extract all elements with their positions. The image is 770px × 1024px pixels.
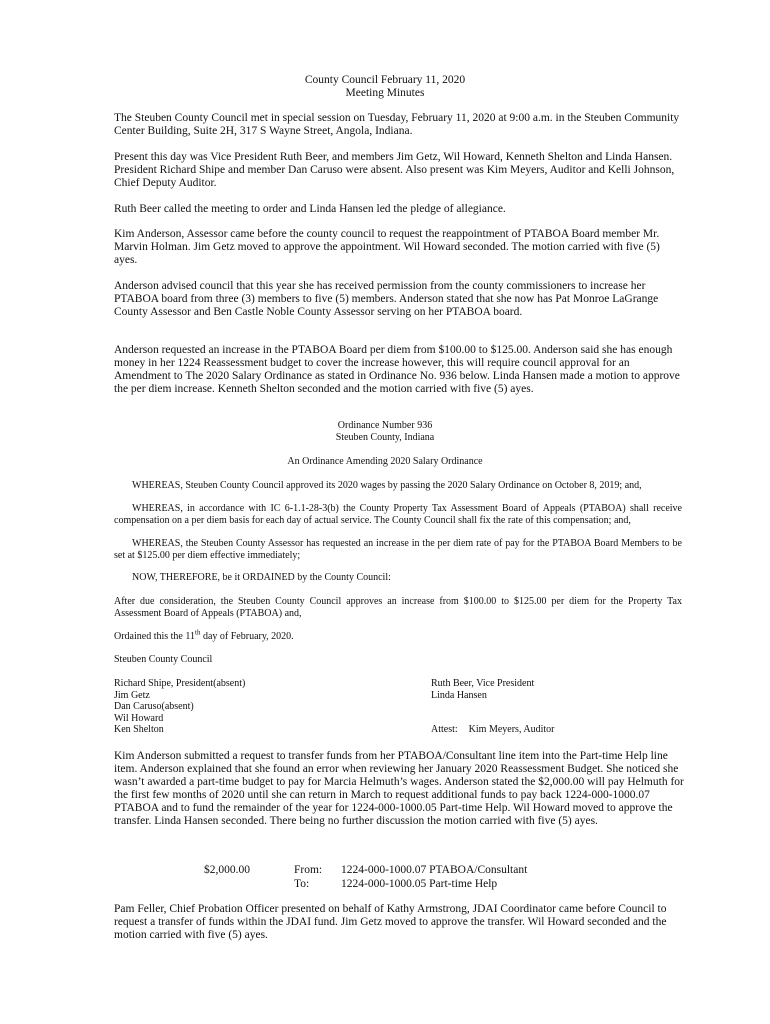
paragraph-session: The Steuben County Council met in special session on Tuesday, February 11, 2020 at 9:00 a.m. in the Steuben Community Center Building, Suite 2H, 317 S Wayne Street, Angola, Indiana. [114, 112, 680, 137]
paragraph-call-to-order: Ruth Beer called the meeting to order and Linda Hansen led the pledge of allegiance. [114, 203, 506, 215]
left-signers-list [114, 678, 245, 736]
paragraph-transfer-request: Kim Anderson submitted a request to transfer funds from her PTABOA/Consultant line item into the Part-time Help line item. Anderson explained that she found an error when reviewing her January 2020 Reassessment Budget. She noticed she wasn’t awarded a part-time budget to pay for Marcia Helmuth’s wages. Anderson stated the $2,000.00 will pay Helmuth for the first few months of 2020 until she can return in March to request additional funds to pay back 1224-000-1000.07 PTABOA and to fund the remainder of the year for 1224-000-1000.05 Part-time Help. Wil Howard moved to approve the transfer. Linda Hansen seconded. There being no further discussion the motion carried with five (5) ayes. [114, 750, 684, 827]
ordinance-council-name: Steuben County Council [114, 654, 213, 665]
transfer-from-account: 1224-000-1000.07 PTABOA/Consultant [341, 864, 528, 876]
paragraph-jdai-transfer: Pam Feller, Chief Probation Officer presented on behalf of Kathy Armstrong, JDAI Coordinator came before Council to request a transfer of funds within the JDAI fund. Jim Getz moved to approve the transfer. Wil Howard seconded and the motion carried with five (5) ayes. [114, 903, 667, 941]
ordinance-whereas-3: WHEREAS, the Steuben County Assessor has requested an increase in the per diem rate of pay for the PTABOA Board Members to be set at $125.00 per diem effective immediately; [114, 538, 682, 561]
paragraph-ptaboa-board-increase: Anderson advised council that this year she has received permission from the county commissioners to increase her PTABOA board from three (3) members to five (5) members. Anderson stated that she now has Pat Monroe LaGrange County Assessor and Ben Castle Noble County Assessor serving on her PTABOA board. [114, 280, 659, 318]
paragraph-ptaboa-reappointment: Kim Anderson, Assessor came before the county council to request the reappointment of PTABOA Board member Mr. Marvin Holman. Jim Getz moved to approve the appointment. Wil Howard seconded. The motion carried with five (5) ayes. [114, 228, 660, 266]
ordinance-heading: An Ordinance Amending 2020 Salary Ordinance [287, 456, 483, 467]
transfer-to-label: To: [294, 878, 310, 890]
ordinance-number: Ordinance Number 936 [337, 420, 433, 431]
ordinance-now-therefore: NOW, THEREFORE, be it ORDAINED by the County Council: [132, 572, 391, 583]
ordinance-location: Steuben County, Indiana [335, 432, 435, 443]
ordinance-approval: After due consideration, the Steuben County Council approves an increase from $100.00 to $125.00 per diem for the Property Tax Assessment Board of Appeals (PTABOA) and, [114, 596, 682, 619]
ordinance-whereas-1: WHEREAS, Steuben County Council approved its 2020 wages by passing the 2020 Salary Ordinance on October 8, 2019; and, [132, 480, 642, 491]
ordinance-ordained-date: Ordained this the 11th day of February, 2020. [114, 628, 294, 642]
signer: Linda Hansen [431, 689, 487, 701]
document-subtitle: Meeting Minutes [345, 87, 425, 99]
signer: Ruth Beer, Vice President [431, 678, 535, 689]
signer: Dan Caruso(absent) [114, 701, 194, 712]
transfer-amount: $2,000.00 [204, 864, 250, 876]
attest-line [431, 724, 555, 736]
signer: Ken Shelton [114, 724, 164, 735]
right-signers-list [431, 678, 534, 701]
paragraph-attendance: Present this day was Vice President Ruth Beer, and members Jim Getz, Wil Howard, Kenneth Shelton and Linda Hansen. President Richard Shipe and member Dan Caruso were absent. Also present was Kim Meyers, Auditor and Kelli Johnson, Chief Deputy Auditor. [114, 151, 675, 189]
signer: Jim Getz [114, 689, 150, 701]
transfer-from-label: From: [294, 864, 323, 876]
ordinance-whereas-2: WHEREAS, in accordance with IC 6-1.1-28-3(b) the County Property Tax Assessment Board of Appeals (PTABOA) shall receive compensation on a per diem basis for each day of actual service. The County Council shall fix the rate of this compensation; and, [114, 503, 682, 526]
transfer-to-account: 1224-000-1000.05 Part-time Help [341, 878, 498, 890]
signer: Wil Howard [114, 712, 164, 724]
attest-label: Attest: [431, 724, 458, 735]
paragraph-per-diem-request: Anderson requested an increase in the PTABOA Board per diem from $100.00 to $125.00. Anderson said she has enough money in her 1224 Reassessment budget to cover the increase however, this will require council approval for an Amendment to The 2020 Salary Ordinance as stated in Ordinance No. 936 below. Linda Hansen made a motion to approve the per diem increase. Kenneth Shelton seconded and the motion carried with five (5) ayes. [114, 344, 680, 395]
document-title: County Council February 11, 2020 [304, 74, 466, 86]
attest-name: Kim Meyers, Auditor [468, 724, 555, 735]
signer: Richard Shipe, President(absent) [114, 678, 246, 689]
